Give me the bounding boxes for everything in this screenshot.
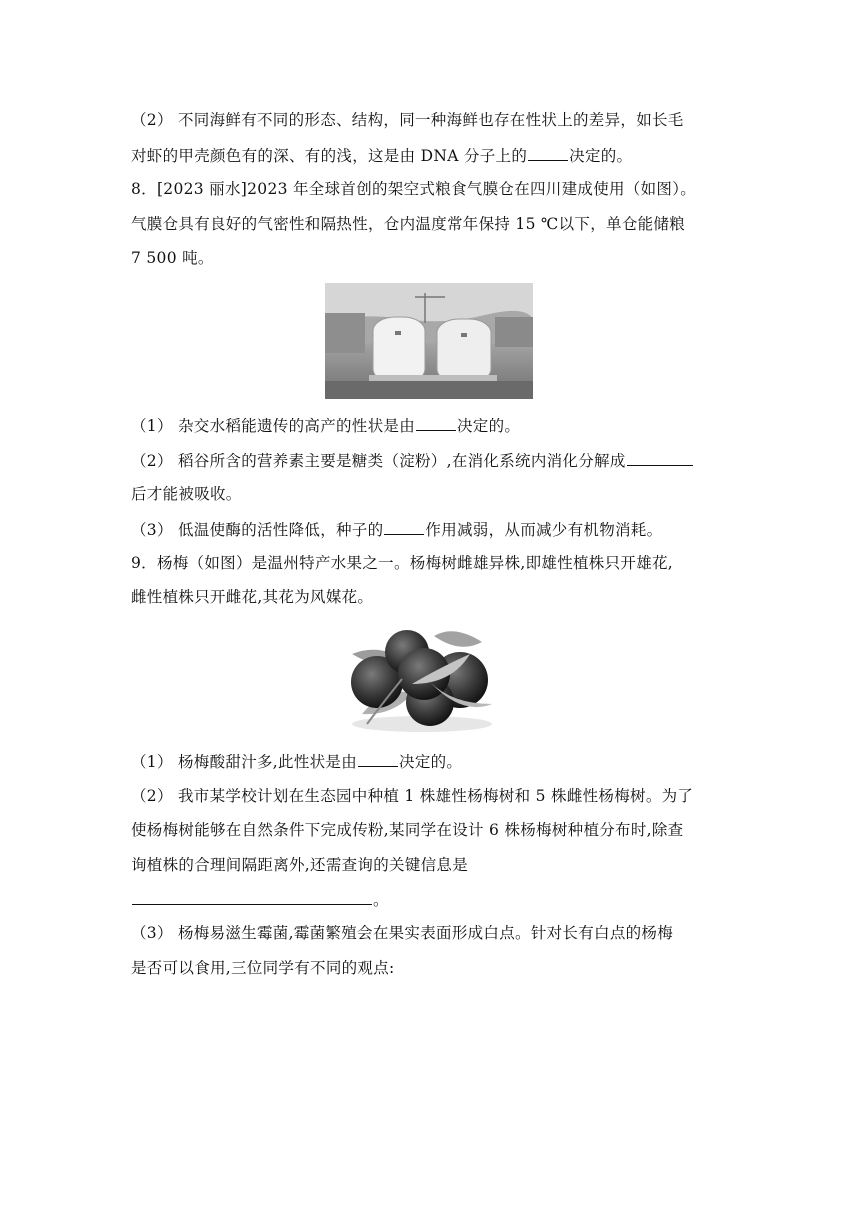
q8-part1: [131, 414, 520, 437]
q7-part2-line2: [131, 144, 632, 167]
q9-part2-line1: （2） 我市某学校计划在生态园中种植 1 株雄性杨梅树和 5 株雌性杨梅树。为了: [131, 787, 694, 805]
bayberry-photo: [342, 624, 502, 734]
grain-silo-photo: [325, 283, 533, 399]
q8-part1-text-end: 决定的。: [457, 417, 521, 435]
q8-part2-line2: 后才能被吸收。: [131, 485, 242, 503]
answer-blank[interactable]: [384, 518, 424, 535]
q8-intro-line3: 7 500 吨。: [131, 249, 214, 267]
q8-part2-line1: [131, 449, 694, 472]
q9-part1-text-end: 决定的。: [399, 753, 463, 771]
q8-part3: [131, 518, 662, 541]
answer-blank[interactable]: [528, 144, 568, 161]
answer-blank[interactable]: [132, 888, 372, 905]
q9-part2-period: 。: [373, 891, 389, 909]
q8-intro-line2: 气膜仓具有良好的气密性和隔热性，仓内温度常年保持 15 ℃以下，单仓能储粮: [131, 215, 686, 233]
q9-intro-line2: 雌性植株只开雌花,其花为风媒花。: [131, 588, 374, 606]
q7-part2-line1: （2） 不同海鲜有不同的形态、结构，同一种海鲜也存在性状上的差异，如长毛: [131, 111, 684, 129]
q9-part3-line1: （3） 杨梅易滋生霉菌,霉菌繁殖会在果实表面形成白点。针对长有白点的杨梅: [131, 924, 674, 942]
q8-part3-text: （3） 低温使酶的活性降低，种子的: [131, 521, 384, 539]
q7-part2-text: 对虾的甲壳颜色有的深、有的浅，这是由 DNA 分子上的: [131, 147, 528, 165]
q9-part2-line4: [131, 888, 389, 911]
q8-part1-text: （1） 杂交水稻能遗传的高产的性状是由: [131, 417, 415, 435]
q9-part1: [131, 750, 462, 773]
q8-part3-text-end: 作用减弱，从而减少有机物消耗。: [425, 521, 663, 539]
q9-part2-line2: 使杨梅树能够在自然条件下完成传粉,某同学在设计 6 株杨梅树种植分布时,除查: [131, 821, 684, 839]
q8-intro-line1: 8．[2023 丽水]2023 年全球首创的架空式粮食气膜仓在四川建成使用（如图）。: [131, 180, 697, 198]
q7-part2-text-end: 决定的。: [569, 147, 633, 165]
q9-part2-line3: 询植株的合理间隔距离外,还需查询的关键信息是: [131, 856, 469, 874]
answer-blank[interactable]: [358, 750, 398, 767]
q9-part3-line2: 是否可以食用,三位同学有不同的观点:: [131, 959, 395, 977]
q9-part1-text: （1） 杨梅酸甜汁多,此性状是由: [131, 753, 358, 771]
answer-blank[interactable]: [627, 449, 693, 466]
q8-part2-text: （2） 稻谷所含的营养素主要是糖类（淀粉）,在消化系统内消化分解成: [131, 452, 626, 470]
answer-blank[interactable]: [416, 414, 456, 431]
q9-intro-line1: 9．杨梅（如图）是温州特产水果之一。杨梅树雌雄异株,即雄性植株只开雄花,: [131, 554, 674, 572]
